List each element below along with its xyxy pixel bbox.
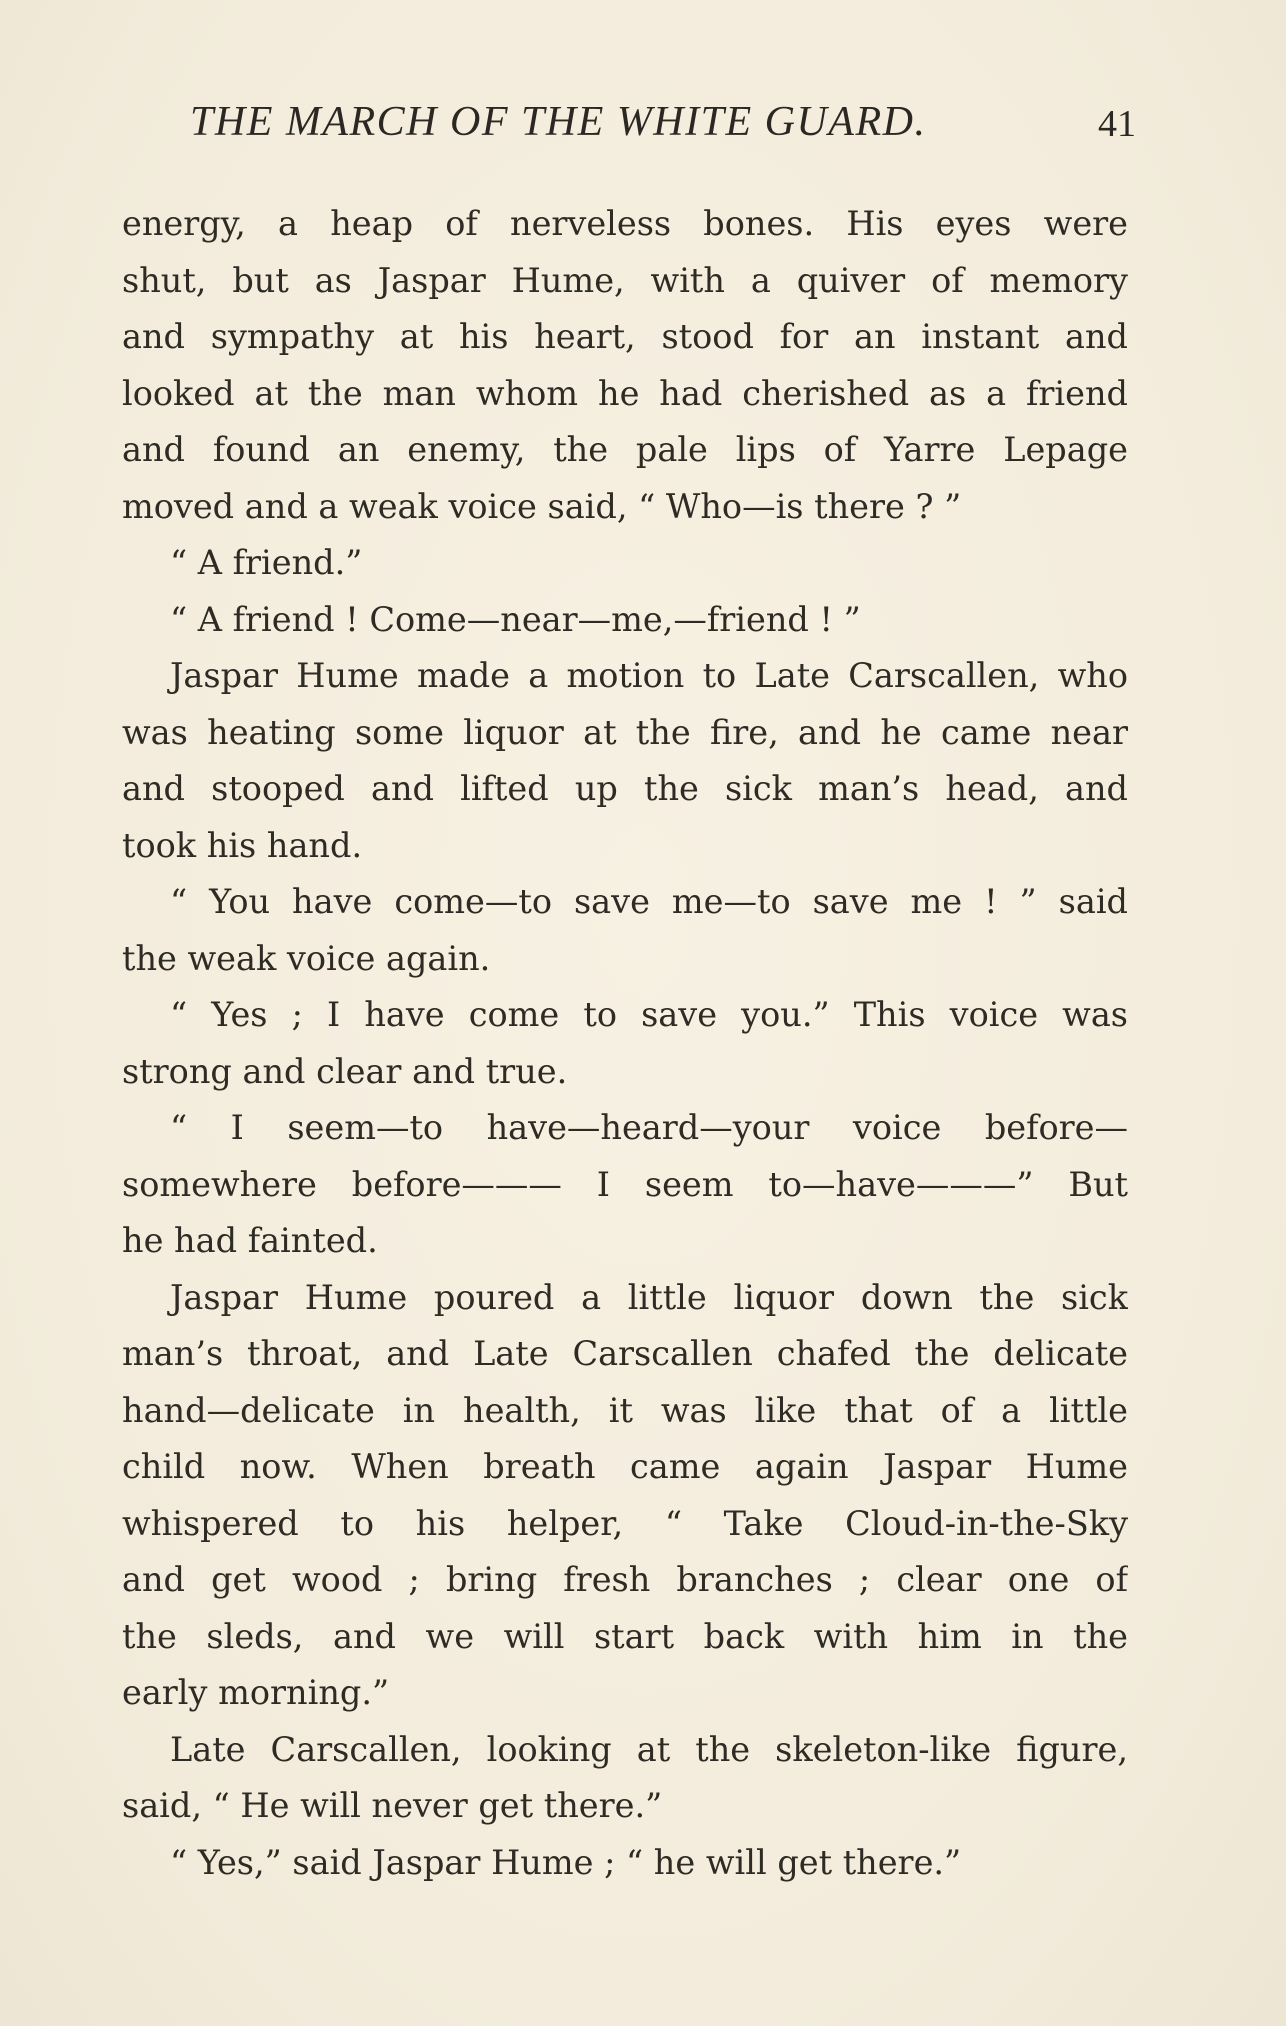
text-line: the sleds, and we will start back with him in the	[122, 1616, 1128, 1656]
text-line: looked at the man whom he had cherished as a friend	[122, 373, 1128, 413]
text-line: shut, but as Jaspar Hume, with a quiver of memory	[122, 260, 1128, 300]
running-head	[120, 98, 1136, 154]
text-line: “ I seem—to have—heard—your voice before—	[170, 1108, 1128, 1147]
text-line: somewhere before——— I seem to—have———” But	[122, 1164, 1128, 1204]
text-line: he had fainted.	[122, 1221, 378, 1260]
text-line: man’s throat, and Late Carscallen chafed the delicate	[122, 1334, 1128, 1373]
text-line: and stooped and lifted up the sick man’s head, and	[122, 769, 1128, 808]
text-line: was heating some liquor at the fire, and he came near	[122, 712, 1128, 752]
text-line: hand—delicate in health, it was like that of a little	[122, 1390, 1128, 1430]
page-number: 41	[1098, 103, 1136, 145]
text-line: and sympathy at his heart, stood for an instant and	[122, 317, 1128, 356]
body-text	[122, 196, 1128, 1891]
text-line: “ You have come—to save me—to save me ! ” said	[170, 882, 1128, 921]
text-line: “ A friend.”	[170, 543, 363, 582]
text-line: whispered to his helper, “ Take Cloud-in-the-Sky	[122, 1503, 1128, 1543]
text-line: said, “ He will never get there.”	[122, 1786, 663, 1825]
text-line: Late Carscallen, looking at the skeleton-like figure,	[170, 1729, 1128, 1769]
text-line: energy, a heap of nerveless bones. His eyes were	[122, 204, 1128, 243]
text-line: “ A friend ! Come—near—me,—friend ! ”	[170, 599, 861, 639]
text-line: moved and a weak voice said, “ Who—is there ? ”	[122, 486, 962, 526]
text-line: and found an enemy, the pale lips of Yarre Lepage	[122, 430, 1128, 469]
text-line: strong and clear and true.	[122, 1051, 568, 1091]
text-line: and get wood ; bring fresh branches ; clear one of	[122, 1560, 1128, 1599]
text-line: the weak voice again.	[122, 938, 491, 978]
text-line: “ Yes,” said Jaspar Hume ; “ he will get there.”	[170, 1842, 962, 1882]
text-line: Jaspar Hume poured a little liquor down the sick	[170, 1277, 1128, 1317]
text-line: took his hand.	[122, 825, 363, 865]
text-line: Jaspar Hume made a motion to Late Carscallen, who	[170, 656, 1128, 695]
text-line: “ Yes ; I have come to save you.” This voice was	[170, 995, 1128, 1034]
text-line: child now. When breath came again Jaspar Hume	[122, 1447, 1128, 1486]
running-title: THE MARCH OF THE WHITE GUARD.	[190, 99, 927, 145]
text-line: early morning.”	[122, 1673, 390, 1712]
